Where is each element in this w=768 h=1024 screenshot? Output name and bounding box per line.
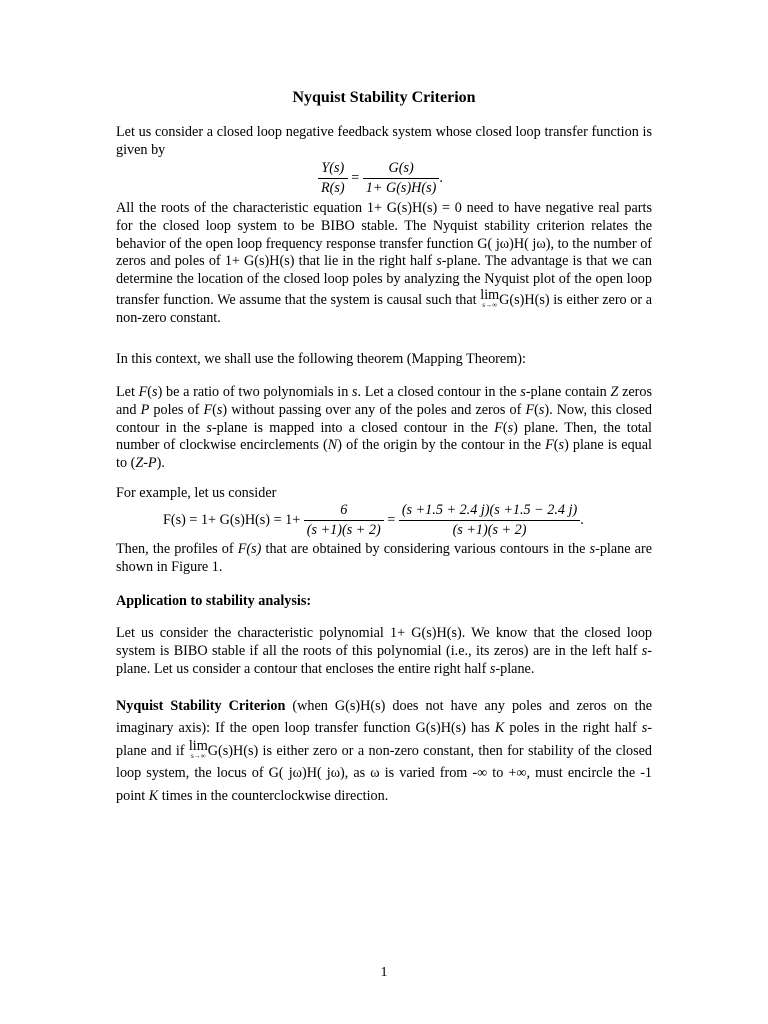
page-number: 1 — [380, 965, 388, 980]
example-equation: F(s) = 1+ G(s)H(s) = 1+ $\frac{6}{(s +1)(s + 2)}$ = $\frac{(s +1.5 + 2.4 j)(s +1.5 - 2.4 j)}{(s +1)(s + 2)}$ . — [163, 502, 584, 538]
mapping-theorem-paragraph: Let F(s) be a ratio of two polynomials in s. Let a closed contour in the s-plane contain Z zeros and P poles of F(s) without passing over any of the poles and zeros of F(s). Now, this closed contour in the s-plane is mapped into a closed contour in the F(s) plane. Then, the total number of clockwise encirclements (N) of the origin by the contour in the F(s) plane is equal to (Z-P). — [116, 384, 653, 472]
nyquist-criterion-paragraph: Nyquist Stability Criterion (when G(s)H(s) does not have any poles and zeros on the imaginary axis): If the open loop transfer function G(s)H(s) has K poles in the right half s-plane and if lim s→∞ G(s)H(s) is either zero or a non-zero constant, then for stability of the closed loop system, the locus of G( jω)H( jω), as ω is varied from -∞ to +∞, must encircle the -1 point K times in the counterclockwise direction. — [116, 698, 653, 804]
eq1-rhs-fraction: $\frac{G(s)}{1+ G(s)H(s)}$ — [363, 160, 440, 197]
page-title: Nyquist Stability Criterion — [292, 89, 476, 106]
eq2-second-fraction: $\frac{(s +1.5 + 2.4 j)(s +1.5 - 2.4 j)}{(s +1)(s + 2)}$ — [399, 502, 580, 539]
profiles-paragraph: Then, the profiles of F(s) that are obtained by considering various contours in the s-plane are shown in Figure 1. — [116, 541, 652, 575]
intro-paragraph: Let us consider a closed loop negative feedback system whose closed loop transfer function is given by — [116, 124, 652, 158]
eq2-first-fraction: $\frac{6}{(s +1)(s + 2)}$ — [304, 502, 384, 539]
stability-analysis-paragraph: Let us consider the characteristic polynomial 1+ G(s)H(s). We know that the closed loop system is BIBO stable if all the roots of this polynomial (i.e., its zeros) are in the left half s-plane. Let us consider a contour that encloses the entire right half s-plane. — [116, 625, 653, 677]
closed-loop-transfer-equation: $\frac{Y(s)}{R(s)}$ = $\frac{G(s)}{1+ G(s)H(s)}$ . — [318, 160, 443, 197]
limit-operator: lim s→∞ — [188, 737, 208, 760]
limit-operator: lim s→∞ — [480, 286, 500, 309]
example-intro: For example, let us consider — [116, 485, 277, 501]
mapping-theorem-intro: In this context, we shall use the following theorem (Mapping Theorem): — [116, 351, 526, 367]
section-heading: Application to stability analysis: — [116, 593, 312, 609]
eq1-lhs-fraction: $\frac{Y(s)}{R(s)}$ — [318, 160, 348, 197]
characteristic-equation-paragraph: All the roots of the characteristic equation 1+ G(s)H(s) = 0 need to have negative real parts for the closed loop system to be BIBO stable. The Nyquist stability criterion relates the behavior of the open loop frequency response transfer function G( jω)H( jω), to the number of zeros and poles of 1+ G(s)H(s) that lie in the right half s-plane. The advantage is that we can determine the location of the closed loop poles by analyzing the Nyquist plot of the open loop transfer function. We assume that the system is causal such that lim s→∞ G(s)H(s) is either zero or a non-zero constant. — [116, 200, 653, 326]
